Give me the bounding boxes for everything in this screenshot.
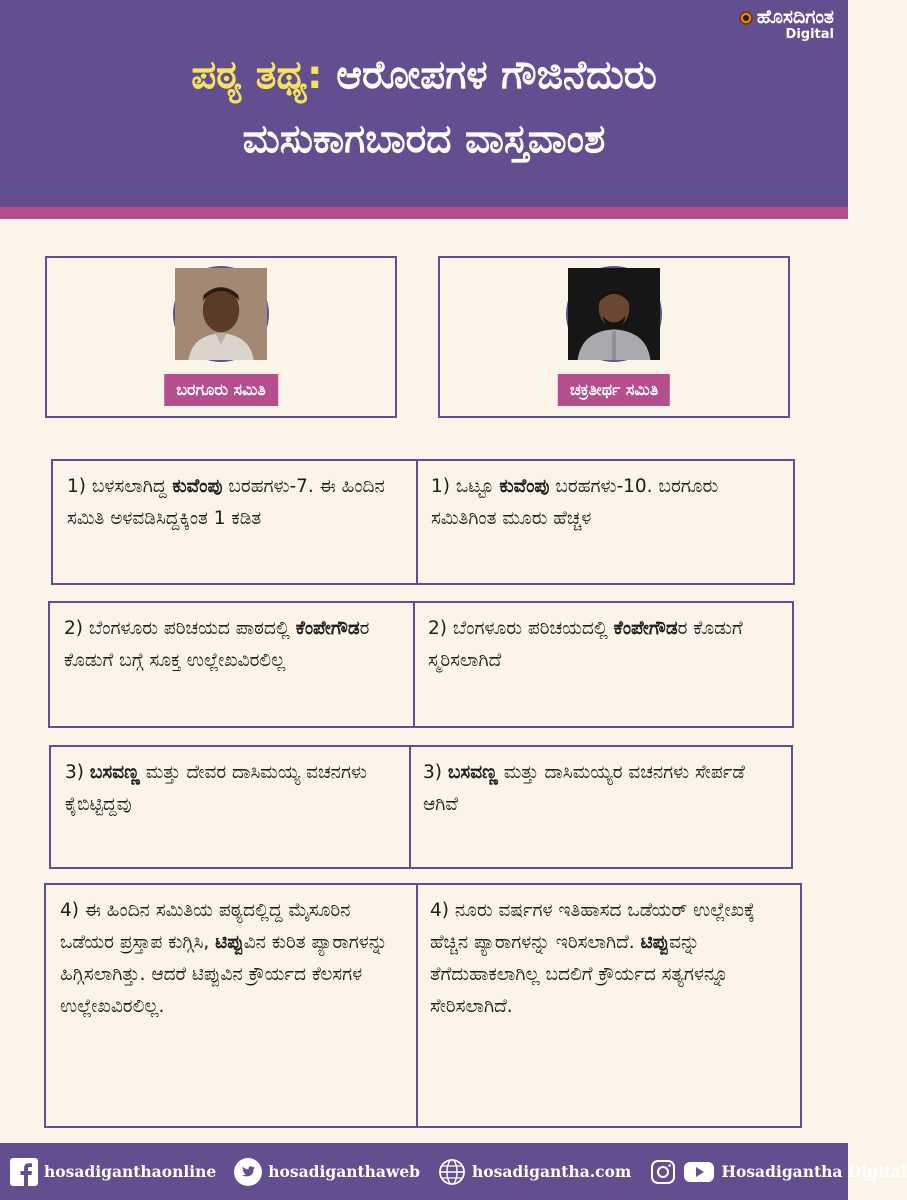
brand-sub: Digital	[785, 27, 834, 42]
right-committee-card	[438, 256, 790, 418]
left-point-3: 3) ಬಸವಣ್ಣ ಮತ್ತು ದೇವರ ದಾಸಿಮಯ್ಯ ವಚನಗಳು ಕೈಬಿಟ್ಟಿದ್ದವು	[49, 745, 411, 869]
twitter-handle: hosadiganthaweb	[268, 1162, 421, 1181]
globe-icon	[438, 1158, 466, 1186]
footer-bar	[0, 1143, 907, 1200]
twitter-icon	[234, 1158, 262, 1186]
left-point-2: 2) ಬೆಂಗಳೂರು ಪರಿಚಯದ ಪಾಠದಲ್ಲಿ ಕೆಂಪೇಗೌಡರ ಕೊಡುಗೆ ಬಗ್ಗೆ ಸೂಕ್ತ ಉಲ್ಲೇಖವಿರಲಿಲ್ಲ	[48, 601, 416, 728]
social-link[interactable]	[649, 1158, 907, 1186]
row-divider	[416, 883, 418, 1128]
twitter-link[interactable]	[234, 1158, 420, 1186]
title-line2: ಮಸುಕಾಗಬಾರದ ವಾಸ್ತವಾಂಶ	[242, 117, 606, 162]
facebook-icon	[10, 1158, 38, 1186]
title-line1: ಆರೋಪಗಳ ಗೌಜಿನೆದುರು	[322, 53, 657, 98]
right-point-1: 1) ಒಟ್ಟೂ ಕುವೆಂಪು ಬರಹಗಳು-10. ಬರಗೂರು ಸಮಿತಿಗಿಂತ ಮೂರು ಹೆಚ್ಚಳ	[417, 459, 795, 585]
instagram-icon	[649, 1158, 677, 1186]
page-title	[0, 44, 848, 172]
left-point-4: 4) ಈ ಹಿಂದಿನ ಸಮಿತಿಯ ಪಠ್ಯದಲ್ಲಿದ್ದ ಮೈಸೂರಿನ ಒಡೆಯರ ಪ್ರಸ್ತಾಪ ಕುಗ್ಗಿಸಿ, ಟಿಪ್ಪುವಿನ ಕುರಿತ ಪ್ಯಾರಾಗಳನ್ನು ಹಿಗ್ಗಿಸಲಾಗಿತ್ತು. ಆದರೆ ಟಿಪ್ಪುವಿನ ಕ್ರೌರ್ಯದ ಕೆಲಸಗಳ ಉಲ್ಲೇಖವಿರಲಿಲ್ಲ.	[44, 883, 418, 1128]
avatar	[173, 266, 269, 362]
facebook-handle: hosadiganthaonline	[44, 1162, 217, 1181]
social-handle: Hosadigantha Digital	[721, 1162, 907, 1181]
row-divider	[416, 459, 418, 585]
left-point-1: 1) ಬಳಸಲಾಗಿದ್ದ ಕುವೆಂಪು ಬರಹಗಳು-7. ಈ ಹಿಂದಿನ ಸಮಿತಿ ಅಳವಡಿಸಿದ್ದಕ್ಕಿಂತ 1 ಕಡಿತ	[51, 459, 431, 585]
row-divider	[413, 601, 415, 728]
left-committee-label: ಬರಗೂರು ಸಮಿತಿ	[164, 374, 278, 406]
brand-name: ಹೊಸದಿಗಂತ	[756, 6, 834, 28]
brand-logo[interactable]	[739, 8, 834, 41]
right-point-4: 4) ನೂರು ವರ್ಷಗಳ ಇತಿಹಾಸದ ಒಡೆಯರ್ ಉಲ್ಲೇಖಕ್ಕೆ ಹೆಚ್ಚಿನ ಪ್ಯಾರಾಗಳನ್ನು ಇರಿಸಲಾಗಿದೆ. ಟಿಪ್ಪುವನ್ನು ತೆಗೆದುಹಾಕಲಾಗಿಲ್ಲ ಬದಲಿಗೆ ಕ್ರೌರ್ಯದ ಸತ್ಯಗಳನ್ನೂ ಸೇರಿಸಲಾಗಿದೆ.	[416, 883, 802, 1128]
right-committee-label: ಚಕ್ರತೀರ್ಥ ಸಮಿತಿ	[558, 374, 670, 406]
person-photo-icon	[175, 268, 267, 360]
title-accent: ಪಠ್ಯ ತಥ್ಯ:	[191, 53, 323, 98]
row-divider	[409, 745, 411, 869]
avatar	[566, 266, 662, 362]
facebook-link[interactable]	[10, 1158, 216, 1186]
left-committee-card	[45, 256, 397, 418]
website-link[interactable]	[438, 1158, 631, 1186]
logo-mark-icon	[739, 11, 753, 25]
youtube-icon	[683, 1158, 715, 1186]
right-point-3: 3) ಬಸವಣ್ಣ ಮತ್ತು ದಾಸಿಮಯ್ಯರ ವಚನಗಳು ಸೇರ್ಪಡೆ ಆಗಿವೆ	[409, 745, 793, 869]
website-url: hosadigantha.com	[472, 1162, 632, 1181]
right-point-2: 2) ಬೆಂಗಳೂರು ಪರಿಚಯದಲ್ಲಿ ಕೆಂಪೇಗೌಡರ ಕೊಡುಗೆ ಸ್ಮರಿಸಲಾಗಿದೆ	[414, 601, 794, 728]
person-photo-icon	[568, 268, 660, 360]
header-stripe	[0, 207, 848, 219]
